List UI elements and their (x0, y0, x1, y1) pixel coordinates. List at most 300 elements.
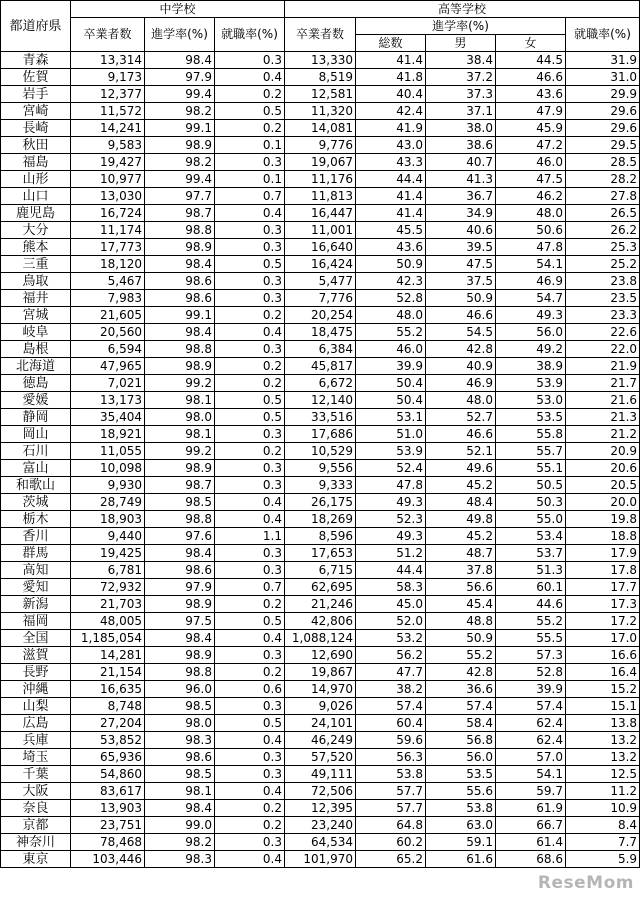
table-row (1, 732, 640, 749)
prefecture-cell: 和歌山 (1, 477, 71, 494)
table-row (1, 69, 640, 86)
table-row (1, 630, 640, 647)
hs-total-rate-cell: 53.1 (356, 409, 426, 426)
hs-graduates-cell: 21,246 (285, 596, 356, 613)
hs-graduates-cell: 72,506 (285, 783, 356, 800)
prefecture-cell: 栃木 (1, 511, 71, 528)
hs-total-rate-cell: 64.8 (356, 817, 426, 834)
hs-total-rate-cell: 50.4 (356, 375, 426, 392)
jh-advancement-rate-cell: 96.0 (145, 681, 215, 698)
hs-female-rate-cell: 55.0 (496, 511, 566, 528)
prefecture-cell: 三重 (1, 256, 71, 273)
hs-female-rate-cell: 49.3 (496, 307, 566, 324)
hs-female-rate-cell: 57.4 (496, 698, 566, 715)
prefecture-cell: 宮城 (1, 307, 71, 324)
hs-graduates-header: 卒業者数 (285, 18, 356, 52)
jh-advancement-rate-cell: 97.9 (145, 69, 215, 86)
jh-employment-rate-cell: 0.2 (215, 800, 285, 817)
hs-male-rate-cell: 40.6 (426, 222, 496, 239)
hs-male-rate-cell: 55.2 (426, 647, 496, 664)
prefecture-cell: 山梨 (1, 698, 71, 715)
jh-employment-rate-cell: 0.3 (215, 222, 285, 239)
jh-employment-rate-cell: 0.3 (215, 426, 285, 443)
hs-male-rate-cell: 55.6 (426, 783, 496, 800)
prefecture-cell: 千葉 (1, 766, 71, 783)
hs-total-rate-cell: 56.3 (356, 749, 426, 766)
hs-graduates-cell: 12,690 (285, 647, 356, 664)
hs-employment-rate-cell: 28.2 (566, 171, 640, 188)
jh-employment-rate-cell: 0.4 (215, 851, 285, 868)
hs-total-rate-cell: 59.6 (356, 732, 426, 749)
hs-total-rate-cell: 49.3 (356, 528, 426, 545)
hs-male-rate-cell: 48.0 (426, 392, 496, 409)
hs-male-rate-cell: 49.6 (426, 460, 496, 477)
jh-graduates-cell: 54,860 (71, 766, 145, 783)
hs-male-rate-cell: 37.3 (426, 86, 496, 103)
jh-graduates-cell: 48,005 (71, 613, 145, 630)
table-row (1, 528, 640, 545)
table-row (1, 715, 640, 732)
hs-female-header: 女 (496, 35, 566, 52)
hs-male-rate-cell: 59.1 (426, 834, 496, 851)
hs-male-rate-cell: 47.5 (426, 256, 496, 273)
table-row (1, 783, 640, 800)
jh-graduates-cell: 9,930 (71, 477, 145, 494)
jh-employment-rate-header: 就職率(%) (215, 18, 285, 52)
hs-graduates-cell: 46,249 (285, 732, 356, 749)
hs-employment-rate-cell: 11.2 (566, 783, 640, 800)
jh-graduates-cell: 12,377 (71, 86, 145, 103)
hs-total-rate-cell: 41.4 (356, 205, 426, 222)
hs-graduates-cell: 1,088,124 (285, 630, 356, 647)
jh-graduates-cell: 14,241 (71, 120, 145, 137)
hs-male-rate-cell: 58.4 (426, 715, 496, 732)
table-row (1, 205, 640, 222)
jh-advancement-rate-cell: 99.0 (145, 817, 215, 834)
table-row (1, 86, 640, 103)
hs-total-rate-cell: 43.3 (356, 154, 426, 171)
jh-advancement-rate-cell: 97.7 (145, 188, 215, 205)
table-row (1, 613, 640, 630)
prefecture-cell: 新潟 (1, 596, 71, 613)
prefecture-cell: 宮崎 (1, 103, 71, 120)
table-row (1, 851, 640, 868)
table-row (1, 494, 640, 511)
hs-employment-rate-cell: 29.6 (566, 103, 640, 120)
prefecture-header: 都道府県 (1, 1, 71, 52)
hs-graduates-cell: 7,776 (285, 290, 356, 307)
hs-male-rate-cell: 46.9 (426, 375, 496, 392)
hs-employment-rate-cell: 13.2 (566, 749, 640, 766)
hs-female-rate-cell: 53.4 (496, 528, 566, 545)
hs-graduates-cell: 9,333 (285, 477, 356, 494)
table-row (1, 681, 640, 698)
jh-employment-rate-cell: 0.5 (215, 613, 285, 630)
jh-employment-rate-cell: 0.5 (215, 256, 285, 273)
jh-advancement-rate-cell: 98.4 (145, 545, 215, 562)
jh-graduates-cell: 13,173 (71, 392, 145, 409)
jh-graduates-cell: 16,724 (71, 205, 145, 222)
jh-advancement-rate-cell: 98.9 (145, 137, 215, 154)
hs-employment-rate-cell: 10.9 (566, 800, 640, 817)
hs-graduates-cell: 12,140 (285, 392, 356, 409)
table-row (1, 426, 640, 443)
jh-advancement-rate-cell: 97.5 (145, 613, 215, 630)
jh-employment-rate-cell: 0.3 (215, 477, 285, 494)
table-row (1, 477, 640, 494)
hs-graduates-cell: 33,516 (285, 409, 356, 426)
prefecture-cell: 岐阜 (1, 324, 71, 341)
hs-graduates-cell: 8,519 (285, 69, 356, 86)
jh-graduates-cell: 21,154 (71, 664, 145, 681)
hs-graduates-cell: 11,320 (285, 103, 356, 120)
jh-employment-rate-cell: 0.3 (215, 749, 285, 766)
hs-graduates-cell: 12,581 (285, 86, 356, 103)
jh-advancement-rate-cell: 98.0 (145, 409, 215, 426)
hs-female-rate-cell: 51.3 (496, 562, 566, 579)
jh-graduates-cell: 18,921 (71, 426, 145, 443)
jh-graduates-cell: 10,977 (71, 171, 145, 188)
hs-employment-rate-cell: 17.8 (566, 562, 640, 579)
table-row (1, 103, 640, 120)
hs-total-rate-cell: 51.0 (356, 426, 426, 443)
hs-employment-rate-cell: 8.4 (566, 817, 640, 834)
hs-total-rate-cell: 39.9 (356, 358, 426, 375)
prefecture-cell: 岩手 (1, 86, 71, 103)
hs-graduates-cell: 14,081 (285, 120, 356, 137)
hs-graduates-cell: 45,817 (285, 358, 356, 375)
hs-graduates-cell: 24,101 (285, 715, 356, 732)
hs-female-rate-cell: 62.4 (496, 715, 566, 732)
jh-employment-rate-cell: 0.1 (215, 171, 285, 188)
jh-advancement-rate-cell: 98.2 (145, 834, 215, 851)
hs-female-rate-cell: 53.0 (496, 392, 566, 409)
hs-graduates-cell: 6,384 (285, 341, 356, 358)
jh-employment-rate-cell: 0.3 (215, 834, 285, 851)
hs-total-rate-cell: 50.9 (356, 256, 426, 273)
table-row (1, 749, 640, 766)
hs-male-rate-cell: 40.9 (426, 358, 496, 375)
hs-female-rate-cell: 66.7 (496, 817, 566, 834)
jh-advancement-rate-cell: 99.2 (145, 443, 215, 460)
table-row (1, 239, 640, 256)
prefecture-cell: 石川 (1, 443, 71, 460)
hs-male-rate-cell: 52.7 (426, 409, 496, 426)
hs-male-rate-cell: 56.6 (426, 579, 496, 596)
jh-employment-rate-cell: 0.3 (215, 766, 285, 783)
jh-employment-rate-cell: 0.4 (215, 732, 285, 749)
jh-advancement-rate-cell: 98.4 (145, 630, 215, 647)
hs-employment-rate-cell: 17.2 (566, 613, 640, 630)
jh-advancement-rate-cell: 98.4 (145, 256, 215, 273)
jh-advancement-rate-cell: 98.8 (145, 664, 215, 681)
hs-employment-rate-cell: 5.9 (566, 851, 640, 868)
hs-employment-rate-cell: 25.3 (566, 239, 640, 256)
hs-graduates-cell: 26,175 (285, 494, 356, 511)
table-row (1, 324, 640, 341)
hs-female-rate-cell: 55.8 (496, 426, 566, 443)
hs-female-rate-cell: 54.1 (496, 256, 566, 273)
hs-total-header: 総数 (356, 35, 426, 52)
prefecture-cell: 長崎 (1, 120, 71, 137)
hs-male-rate-cell: 56.0 (426, 749, 496, 766)
jh-employment-rate-cell: 0.2 (215, 120, 285, 137)
hs-female-rate-cell: 61.9 (496, 800, 566, 817)
hs-graduates-cell: 9,776 (285, 137, 356, 154)
hs-total-rate-cell: 47.7 (356, 664, 426, 681)
hs-female-rate-cell: 44.5 (496, 52, 566, 69)
hs-total-rate-cell: 52.0 (356, 613, 426, 630)
hs-male-header: 男 (426, 35, 496, 52)
hs-female-rate-cell: 52.8 (496, 664, 566, 681)
hs-employment-rate-cell: 12.5 (566, 766, 640, 783)
jh-advancement-rate-cell: 98.9 (145, 596, 215, 613)
hs-total-rate-cell: 53.2 (356, 630, 426, 647)
watermark-logo: ReseMom (537, 873, 634, 893)
jh-advancement-rate-cell: 98.2 (145, 154, 215, 171)
jh-employment-rate-cell: 0.3 (215, 545, 285, 562)
hs-total-rate-cell: 57.4 (356, 698, 426, 715)
hs-employment-rate-cell: 22.0 (566, 341, 640, 358)
hs-female-rate-cell: 54.1 (496, 766, 566, 783)
hs-male-rate-cell: 53.5 (426, 766, 496, 783)
hs-graduates-cell: 49,111 (285, 766, 356, 783)
hs-graduates-cell: 6,672 (285, 375, 356, 392)
jh-employment-rate-cell: 0.6 (215, 681, 285, 698)
jh-employment-rate-cell: 0.2 (215, 817, 285, 834)
jh-advancement-rate-cell: 98.8 (145, 511, 215, 528)
jh-graduates-cell: 6,594 (71, 341, 145, 358)
hs-employment-rate-cell: 31.0 (566, 69, 640, 86)
table-row (1, 511, 640, 528)
hs-graduates-cell: 5,477 (285, 273, 356, 290)
jh-advancement-rate-cell: 98.9 (145, 358, 215, 375)
hs-employment-rate-cell: 16.4 (566, 664, 640, 681)
jh-employment-rate-cell: 0.2 (215, 375, 285, 392)
hs-graduates-cell: 62,695 (285, 579, 356, 596)
table-row (1, 154, 640, 171)
jh-advancement-rate-cell: 98.9 (145, 460, 215, 477)
hs-employment-rate-cell: 23.8 (566, 273, 640, 290)
jh-graduates-cell: 7,021 (71, 375, 145, 392)
table-row (1, 273, 640, 290)
jh-advancement-rate-cell: 98.7 (145, 477, 215, 494)
hs-male-rate-cell: 52.1 (426, 443, 496, 460)
hs-total-rate-cell: 58.3 (356, 579, 426, 596)
jh-graduates-cell: 27,204 (71, 715, 145, 732)
hs-total-rate-cell: 50.4 (356, 392, 426, 409)
hs-female-rate-cell: 47.9 (496, 103, 566, 120)
jh-advancement-rate-cell: 99.1 (145, 120, 215, 137)
hs-graduates-cell: 17,686 (285, 426, 356, 443)
prefecture-cell: 広島 (1, 715, 71, 732)
table-row (1, 460, 640, 477)
hs-employment-rate-cell: 17.0 (566, 630, 640, 647)
hs-male-rate-cell: 38.6 (426, 137, 496, 154)
hs-employment-rate-cell: 21.9 (566, 358, 640, 375)
jh-employment-rate-cell: 0.4 (215, 69, 285, 86)
jh-graduates-cell: 17,773 (71, 239, 145, 256)
hs-female-rate-cell: 57.3 (496, 647, 566, 664)
hs-total-rate-cell: 41.9 (356, 120, 426, 137)
jh-graduates-cell: 9,583 (71, 137, 145, 154)
table-row (1, 222, 640, 239)
prefecture-cell: 青森 (1, 52, 71, 69)
hs-male-rate-cell: 38.4 (426, 52, 496, 69)
hs-male-rate-cell: 37.8 (426, 562, 496, 579)
jh-employment-rate-cell: 0.2 (215, 596, 285, 613)
jh-graduates-cell: 53,852 (71, 732, 145, 749)
hs-graduates-cell: 42,806 (285, 613, 356, 630)
hs-female-rate-cell: 39.9 (496, 681, 566, 698)
hs-employment-rate-cell: 23.3 (566, 307, 640, 324)
jh-advancement-rate-cell: 97.9 (145, 579, 215, 596)
table-row (1, 596, 640, 613)
jh-advancement-rate-cell: 98.0 (145, 715, 215, 732)
jh-advancement-rate-cell: 98.5 (145, 494, 215, 511)
jh-graduates-header: 卒業者数 (71, 18, 145, 52)
hs-male-rate-cell: 48.7 (426, 545, 496, 562)
hs-male-rate-cell: 38.0 (426, 120, 496, 137)
hs-total-rate-cell: 43.0 (356, 137, 426, 154)
prefecture-cell: 高知 (1, 562, 71, 579)
jh-employment-rate-cell: 0.3 (215, 341, 285, 358)
hs-graduates-cell: 16,424 (285, 256, 356, 273)
table-row (1, 307, 640, 324)
prefecture-cell: 愛媛 (1, 392, 71, 409)
prefecture-cell: 全国 (1, 630, 71, 647)
jh-graduates-cell: 13,030 (71, 188, 145, 205)
hs-female-rate-cell: 55.7 (496, 443, 566, 460)
hs-total-rate-cell: 42.4 (356, 103, 426, 120)
jh-advancement-rate-cell: 98.4 (145, 324, 215, 341)
jh-employment-rate-cell: 0.3 (215, 239, 285, 256)
hs-female-rate-cell: 50.6 (496, 222, 566, 239)
hs-female-rate-cell: 43.6 (496, 86, 566, 103)
hs-employment-rate-cell: 21.6 (566, 392, 640, 409)
hs-employment-rate-cell: 29.9 (566, 86, 640, 103)
hs-graduates-cell: 64,534 (285, 834, 356, 851)
hs-female-rate-cell: 62.4 (496, 732, 566, 749)
prefecture-cell: 福岡 (1, 613, 71, 630)
jh-graduates-cell: 19,427 (71, 154, 145, 171)
hs-male-rate-cell: 45.4 (426, 596, 496, 613)
hs-total-rate-cell: 52.3 (356, 511, 426, 528)
hs-employment-rate-cell: 18.8 (566, 528, 640, 545)
table-row (1, 817, 640, 834)
hs-female-rate-cell: 46.2 (496, 188, 566, 205)
hs-female-rate-cell: 68.6 (496, 851, 566, 868)
hs-total-rate-cell: 55.2 (356, 324, 426, 341)
hs-total-rate-cell: 45.0 (356, 596, 426, 613)
hs-employment-rate-cell: 15.2 (566, 681, 640, 698)
jh-graduates-cell: 1,185,054 (71, 630, 145, 647)
hs-total-rate-cell: 40.4 (356, 86, 426, 103)
table-row (1, 834, 640, 851)
prefecture-cell: 徳島 (1, 375, 71, 392)
prefecture-cell: 秋田 (1, 137, 71, 154)
hs-employment-rate-cell: 29.6 (566, 120, 640, 137)
hs-male-rate-cell: 63.0 (426, 817, 496, 834)
prefecture-cell: 京都 (1, 817, 71, 834)
hs-employment-rate-cell: 17.7 (566, 579, 640, 596)
jh-advancement-rate-cell: 98.8 (145, 222, 215, 239)
jh-employment-rate-cell: 0.4 (215, 324, 285, 341)
hs-male-rate-cell: 57.4 (426, 698, 496, 715)
hs-graduates-cell: 19,867 (285, 664, 356, 681)
prefecture-cell: 埼玉 (1, 749, 71, 766)
jh-graduates-cell: 7,983 (71, 290, 145, 307)
jh-employment-rate-cell: 0.2 (215, 307, 285, 324)
jh-advancement-rate-cell: 98.1 (145, 392, 215, 409)
jh-graduates-cell: 10,098 (71, 460, 145, 477)
jh-advancement-rate-cell: 98.3 (145, 732, 215, 749)
jh-graduates-cell: 103,446 (71, 851, 145, 868)
jh-advancement-rate-cell: 98.1 (145, 783, 215, 800)
hs-female-rate-cell: 38.9 (496, 358, 566, 375)
jh-advancement-rate-cell: 98.8 (145, 341, 215, 358)
jh-employment-rate-cell: 1.1 (215, 528, 285, 545)
hs-female-rate-cell: 50.3 (496, 494, 566, 511)
jh-advancement-rate-cell: 99.4 (145, 171, 215, 188)
jh-employment-rate-cell: 0.5 (215, 409, 285, 426)
prefecture-cell: 山口 (1, 188, 71, 205)
table-row (1, 698, 640, 715)
jh-graduates-cell: 9,173 (71, 69, 145, 86)
table-row (1, 341, 640, 358)
prefecture-cell: 岡山 (1, 426, 71, 443)
hs-employment-rate-cell: 13.8 (566, 715, 640, 732)
hs-employment-rate-cell: 22.6 (566, 324, 640, 341)
hs-graduates-cell: 57,520 (285, 749, 356, 766)
hs-employment-rate-cell: 7.7 (566, 834, 640, 851)
jh-employment-rate-cell: 0.1 (215, 137, 285, 154)
jh-employment-rate-cell: 0.5 (215, 103, 285, 120)
high-school-header: 高等学校 (285, 1, 640, 18)
hs-male-rate-cell: 46.6 (426, 307, 496, 324)
table-header (1, 1, 640, 52)
jh-employment-rate-cell: 0.3 (215, 154, 285, 171)
table-row (1, 52, 640, 69)
hs-total-rate-cell: 51.2 (356, 545, 426, 562)
prefecture-cell: 大分 (1, 222, 71, 239)
hs-employment-rate-cell: 21.7 (566, 375, 640, 392)
hs-graduates-cell: 6,715 (285, 562, 356, 579)
jh-employment-rate-cell: 0.3 (215, 460, 285, 477)
jh-graduates-cell: 5,467 (71, 273, 145, 290)
hs-female-rate-cell: 56.0 (496, 324, 566, 341)
hs-total-rate-cell: 44.4 (356, 171, 426, 188)
hs-graduates-cell: 18,269 (285, 511, 356, 528)
jh-graduates-cell: 35,404 (71, 409, 145, 426)
hs-male-rate-cell: 41.3 (426, 171, 496, 188)
table-row (1, 392, 640, 409)
hs-female-rate-cell: 61.4 (496, 834, 566, 851)
prefecture-cell: 滋賀 (1, 647, 71, 664)
hs-male-rate-cell: 40.7 (426, 154, 496, 171)
jh-graduates-cell: 20,560 (71, 324, 145, 341)
hs-female-rate-cell: 60.1 (496, 579, 566, 596)
hs-female-rate-cell: 54.7 (496, 290, 566, 307)
hs-female-rate-cell: 48.0 (496, 205, 566, 222)
hs-employment-rate-cell: 25.2 (566, 256, 640, 273)
hs-employment-rate-cell: 26.5 (566, 205, 640, 222)
prefecture-cell: 佐賀 (1, 69, 71, 86)
hs-total-rate-cell: 53.9 (356, 443, 426, 460)
hs-graduates-cell: 9,556 (285, 460, 356, 477)
hs-graduates-cell: 16,447 (285, 205, 356, 222)
hs-female-rate-cell: 50.5 (496, 477, 566, 494)
